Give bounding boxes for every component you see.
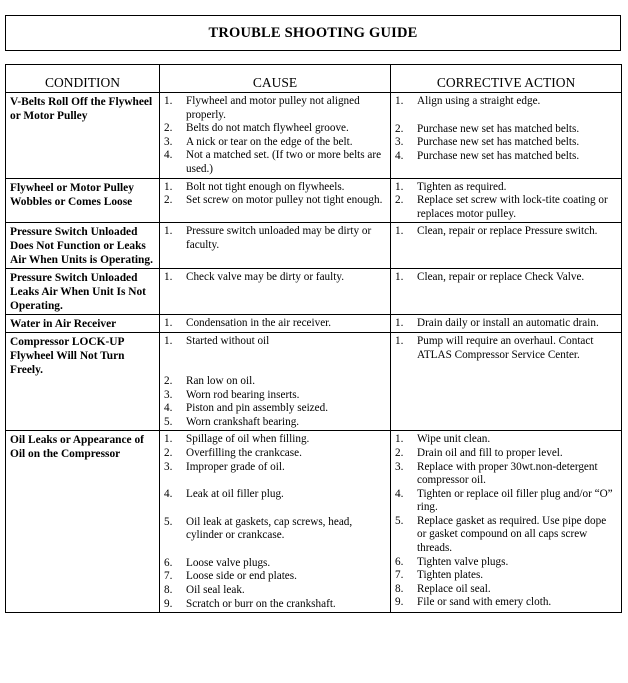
action-cell (391, 178, 622, 223)
item-text: Not a matched set. (If two or more belts are used.) (186, 149, 382, 175)
item-number: 4. (164, 488, 173, 501)
cause-cell (160, 223, 391, 269)
guide-title: TROUBLE SHOOTING GUIDE (208, 24, 418, 41)
item-number: 5. (164, 515, 173, 528)
list-item (164, 488, 386, 502)
list-item (164, 416, 386, 430)
list-item (395, 271, 617, 285)
item-text: Loose side or end plates. (186, 570, 297, 583)
item-number: 6. (164, 556, 173, 569)
table-row (6, 315, 622, 333)
guide-title-box (5, 15, 621, 51)
cause-cell (160, 269, 391, 315)
item-text: Scratch or burr on the crankshaft. (186, 597, 336, 610)
action-cell (391, 93, 622, 179)
item-number: 9. (164, 597, 173, 610)
list-item (395, 596, 617, 610)
item-text: Replace with proper 30wt.non-detergent compressor oil. (417, 460, 598, 487)
item-text: Wipe unit clean. (417, 433, 491, 446)
item-number: 6. (395, 555, 404, 568)
item-text: Drain daily or install an automatic drain. (417, 317, 599, 330)
item-number: 4. (164, 402, 173, 415)
list-item (395, 225, 617, 239)
action-cell (391, 333, 622, 431)
item-text: Tighten valve plugs. (417, 555, 509, 568)
cause-cell (160, 93, 391, 179)
table-row (6, 223, 622, 269)
list-item (164, 375, 386, 389)
item-number: 2. (164, 446, 173, 459)
item-text: Align using a straight edge. (417, 95, 541, 107)
item-number: 3. (164, 135, 173, 148)
action-cell (391, 431, 622, 613)
item-text: File or sand with emery cloth. (417, 596, 552, 609)
list-item (164, 122, 386, 136)
item-text: A nick or tear on the edge of the belt. (186, 135, 353, 148)
list-item (395, 569, 617, 583)
item-text: Replace set screw with lock-tite coating or replaces motor pulley. (417, 194, 608, 220)
item-number: 8. (395, 582, 404, 595)
item-text: Started without oil (186, 335, 270, 348)
item-text: Spillage of oil when filling. (186, 433, 310, 446)
list-item (164, 433, 386, 447)
item-number: 1. (395, 433, 404, 446)
item-number: 4. (164, 149, 173, 162)
condition-cell: Pressure Switch Unloaded Leaks Air When Unit Is Not Operating. (6, 269, 160, 315)
list-item (395, 317, 617, 331)
item-text: Oil leak at gaskets, cap screws, head, cylinder or crankcase. (186, 515, 353, 542)
cause-cell (160, 333, 391, 431)
item-number: 5. (395, 514, 404, 527)
item-number: 3. (164, 460, 173, 473)
list-item (395, 95, 617, 109)
item-number: 1. (164, 335, 173, 348)
item-number: 5. (164, 415, 173, 428)
item-number: 2. (395, 122, 404, 135)
list-item (395, 150, 617, 164)
condition-cell: Oil Leaks or Appearance of Oil on the Compressor (6, 431, 160, 613)
list-item (395, 335, 617, 362)
item-text: Clean, repair or replace Pressure switch. (417, 225, 598, 238)
list-item (395, 515, 617, 556)
list-item (395, 194, 617, 221)
item-text: Tighten plates. (417, 569, 484, 582)
item-number: 1. (395, 225, 404, 238)
item-text: Ran low on oil. (186, 374, 255, 387)
item-number: 4. (395, 487, 404, 500)
item-number: 2. (164, 122, 173, 135)
item-text: Oil seal leak. (186, 584, 245, 597)
list-item (164, 402, 386, 416)
list-item (395, 136, 617, 150)
cause-cell (160, 315, 391, 333)
list-item (164, 136, 386, 150)
item-text: Bolt not tight enough on flywheels. (186, 180, 345, 193)
header-row (6, 65, 622, 93)
item-text: Flywheel and motor pulley not aligned properly. (186, 95, 360, 121)
item-number: 1. (395, 271, 404, 284)
condition-cell: Water in Air Receiver (6, 315, 160, 333)
list-item (395, 461, 617, 488)
condition-cell: Pressure Switch Unloaded Does Not Function or Leaks Air When Units is Operating. (6, 223, 160, 269)
item-text: Overfilling the crankcase. (186, 446, 302, 459)
list-item (164, 225, 386, 252)
item-number: 3. (395, 460, 404, 473)
item-number: 9. (395, 596, 404, 609)
list-item (164, 271, 386, 285)
condition-cell: V-Belts Roll Off the Flywheel or Motor Pulley (6, 93, 160, 179)
item-text: Improper grade of oil. (186, 460, 285, 473)
troubleshooting-table (5, 64, 622, 613)
action-cell (391, 223, 622, 269)
list-item (395, 123, 617, 137)
item-text: Piston and pin assembly seized. (186, 402, 329, 415)
item-text: Pump will require an overhaul. Contact ATLAS Compressor Service Center. (417, 335, 594, 361)
item-number: 1. (395, 95, 404, 107)
cause-cell (160, 178, 391, 223)
list-item (395, 583, 617, 597)
item-number: 4. (395, 149, 404, 162)
list-item (395, 447, 617, 461)
item-text: Worn rod bearing inserts. (186, 388, 300, 401)
item-number: 8. (164, 584, 173, 597)
item-number: 1. (164, 271, 173, 284)
item-text: Condensation in the air receiver. (186, 317, 332, 330)
list-item (164, 149, 386, 176)
table-row (6, 431, 622, 613)
item-text: Purchase new set has matched belts. (417, 149, 580, 162)
item-number: 1. (164, 317, 173, 330)
list-item (164, 181, 386, 195)
item-number: 1. (164, 180, 173, 193)
item-number: 7. (164, 570, 173, 583)
list-item (164, 95, 386, 122)
item-text: Loose valve plugs. (186, 556, 271, 569)
item-number: 7. (395, 569, 404, 582)
item-text: Clean, repair or replace Check Valve. (417, 271, 585, 284)
item-text: Belts do not match flywheel groove. (186, 122, 349, 135)
list-item (164, 447, 386, 461)
item-text: Replace gasket as required. Use pipe dope or gasket compound on all caps screw threads. (417, 514, 607, 555)
list-item (164, 598, 386, 612)
action-cell (391, 269, 622, 315)
item-text: Tighten as required. (417, 180, 507, 193)
list-item (395, 488, 617, 515)
list-item (164, 584, 386, 598)
table-row (6, 269, 622, 315)
item-text: Leak at oil filler plug. (186, 488, 284, 501)
item-number: 1. (164, 95, 173, 107)
header-cause: CAUSE (160, 65, 391, 93)
list-item (395, 433, 617, 447)
list-item (164, 317, 386, 331)
item-number: 2. (164, 374, 173, 387)
condition-cell: Compressor LOCK-UP Flywheel Will Not Turn Freely. (6, 333, 160, 431)
list-item (395, 181, 617, 195)
list-item (164, 516, 386, 543)
header-condition: CONDITION (6, 65, 160, 93)
item-number: 1. (395, 180, 404, 193)
item-text: Purchase new set has matched belts. (417, 122, 580, 135)
list-item (164, 335, 386, 349)
list-item (164, 194, 386, 208)
cause-cell (160, 431, 391, 613)
list-item (164, 461, 386, 475)
item-number: 1. (395, 335, 404, 348)
item-number: 2. (395, 194, 404, 207)
item-text: Set screw on motor pulley not tight enough. (186, 194, 383, 207)
item-text: Tighten or replace oil filler plug and/or “O” ring. (417, 487, 613, 514)
list-item (164, 389, 386, 403)
header-corrective-action: CORRECTIVE ACTION (391, 65, 622, 93)
item-number: 2. (395, 446, 404, 459)
item-number: 2. (164, 194, 173, 207)
table-row (6, 93, 622, 179)
item-text: Worn crankshaft bearing. (186, 415, 300, 428)
list-item (164, 570, 386, 584)
item-number: 3. (164, 388, 173, 401)
item-number: 1. (164, 433, 173, 446)
item-number: 3. (395, 136, 404, 149)
item-number: 1. (395, 317, 404, 330)
list-item (395, 556, 617, 570)
item-text: Purchase new set has matched belts. (417, 136, 580, 149)
table-row (6, 178, 622, 223)
item-text: Check valve may be dirty or faulty. (186, 271, 345, 284)
action-cell (391, 315, 622, 333)
table-row (6, 333, 622, 431)
item-text: Drain oil and fill to proper level. (417, 446, 563, 459)
item-number: 1. (164, 225, 173, 238)
list-item (164, 557, 386, 571)
condition-cell: Flywheel or Motor Pulley Wobbles or Comes Loose (6, 178, 160, 223)
item-text: Pressure switch unloaded may be dirty or faculty. (186, 225, 372, 251)
item-text: Replace oil seal. (417, 582, 491, 595)
